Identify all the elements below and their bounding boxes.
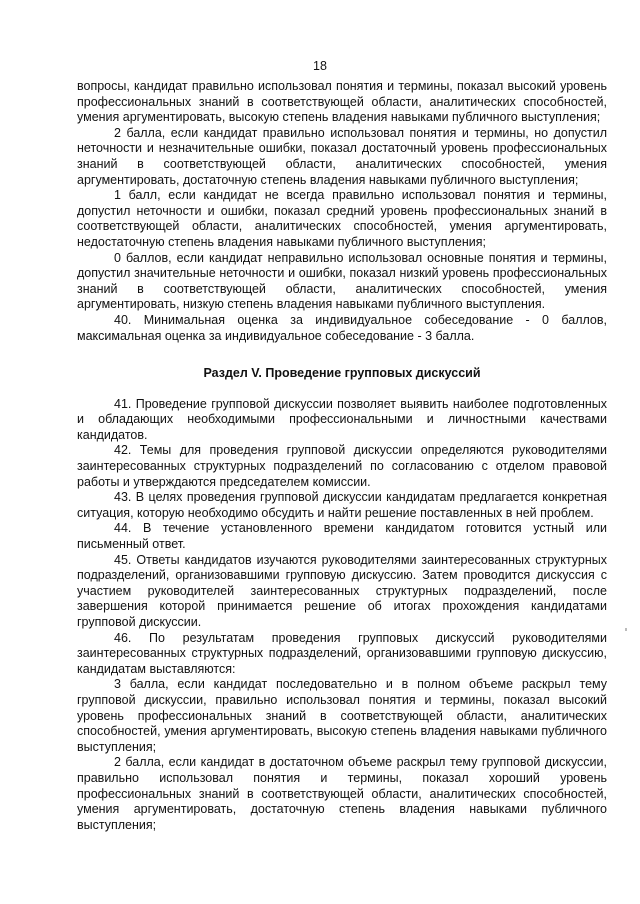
paragraph-score-1: 1 балл, если кандидат не всегда правильно использовал понятия и термины, допустил неточности и ошибки, показал средний уровень профессиональных знаний в соответствующей области, аналитических способностей, умения аргументировать, недостаточную степень владения навыками публичного выступления; <box>77 188 607 249</box>
page-number: 18 <box>313 59 327 73</box>
paragraph-item-43: 43. В целях проведения групповой дискуссии кандидатам предлагается конкретная ситуация, которую необходимо обсудить и найти решение поставленных в ней проблем. <box>77 490 607 520</box>
paragraph-discussion-score-3: 3 балла, если кандидат последовательно и в полном объеме раскрыл тему групповой дискуссии, правильно использовал понятия и термины, показал высокий уровень профессиональных знаний в соответствующей области, аналитических способностей, умения аргументировать, высокую степень владения навыками публичного выступления; <box>77 677 607 754</box>
paragraph-item-40: 40. Минимальная оценка за индивидуальное собеседование - 0 баллов, максимальная оценка за индивидуальное собеседование - 3 балла. <box>77 312 607 343</box>
scan-artifact <box>625 628 627 631</box>
paragraph-item-44: 44. В течение установленного времени кандидатом готовится устный или письменный ответ. <box>77 521 607 552</box>
page-body <box>77 79 607 833</box>
paragraph-item-45: 45. Ответы кандидатов изучаются руководителями заинтересованных структурных подразделений, организовавшими групповую дискуссию. Затем проводится дискуссия с участием руководителей заинтересованных структурных подразделений, после завершения которой принимается решение об итогах прохождения кандидатами групповой дискуссии. <box>77 552 607 629</box>
section-heading: Раздел V. Проведение групповых дискуссий <box>203 366 481 381</box>
paragraph-item-41: 41. Проведение групповой дискуссии позволяет выявить наиболее подготовленных и обладающих необходимыми профессиональными и личностными качествами кандидатов. <box>77 396 607 442</box>
paragraph-discussion-score-2: 2 балла, если кандидат в достаточном объеме раскрыл тему групповой дискуссии, правильно использовал понятия и термины, показал хороший уровень профессиональных знаний в соответствующей области, аналитических способностей, умения аргументировать, достаточную степень владения навыками публичного выступления; <box>77 755 607 832</box>
paragraph-continuation: вопросы, кандидат правильно использовал понятия и термины, показал высокий уровень профессиональных знаний в соответствующей области, аналитических способностей, умения аргументировать, высокую степень владения навыками публичного выступления; <box>77 79 607 125</box>
paragraph-item-46: 46. По результатам проведения групповых дискуссий руководителями заинтересованных структурных подразделений, организовавшими групповую дискуссию, кандидатам выставляются: <box>77 630 607 676</box>
paragraph-item-42: 42. Темы для проведения групповой дискуссии определяются руководителями заинтересованных структурных подразделений по согласованию с отделом правовой работы и утверждаются председателем комиссии. <box>77 443 607 489</box>
paragraph-score-2: 2 балла, если кандидат правильно использовал понятия и термины, но допустил неточности и незначительные ошибки, показал достаточный уровень профессиональных знаний в соответствующей области, аналитических способностей, умения аргументировать, достаточную степень владения навыками публичного выступления; <box>77 125 607 187</box>
paragraph-score-0: 0 баллов, если кандидат неправильно использовал основные понятия и термины, допустил значительные неточности и ошибки, показал низкий уровень профессиональных знаний в соответствующей области, аналитических способностей, умения аргументировать, низкую степень владения навыками публичного выступления. <box>77 250 607 312</box>
